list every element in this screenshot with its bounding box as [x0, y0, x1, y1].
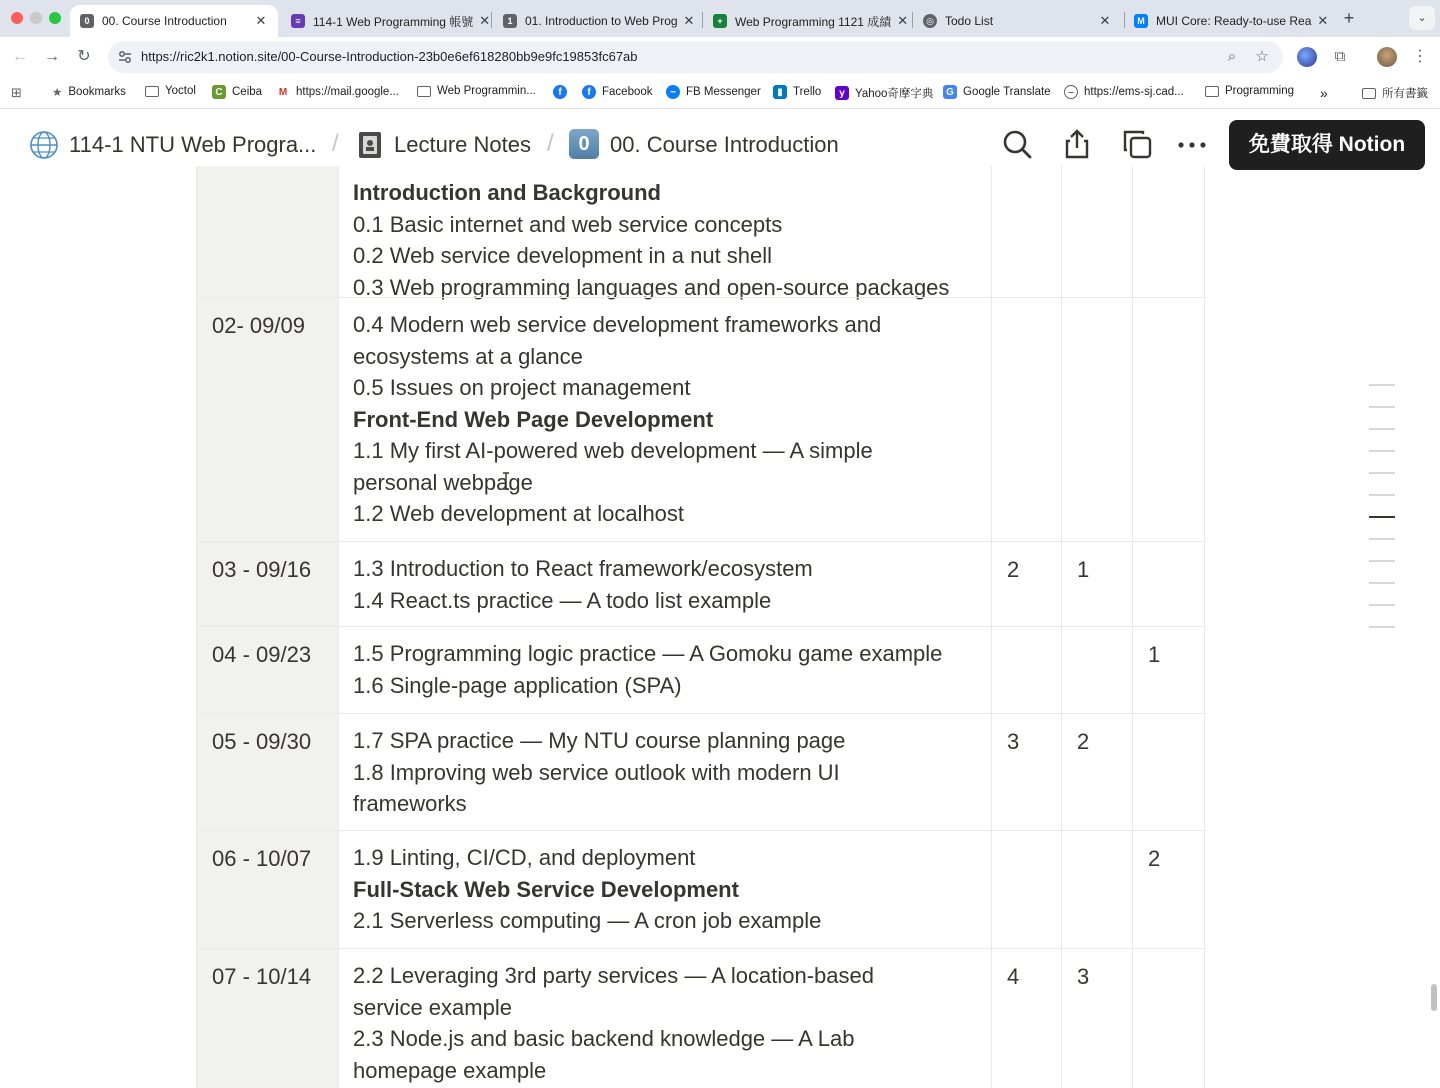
project-cell[interactable]: [1133, 714, 1205, 830]
bookmark-all-bookmarks[interactable]: 所有書籤: [1362, 85, 1428, 101]
breadcrumb-separator: /: [547, 130, 554, 157]
bookmark-google-translate[interactable]: G Google Translate: [943, 85, 1051, 99]
tab-title: 114-1 Web Programming 帳號: [313, 14, 474, 29]
bookmark-programming[interactable]: Programming: [1205, 85, 1294, 97]
toc-marker[interactable]: [1369, 472, 1395, 474]
hw-cell[interactable]: [992, 166, 1062, 297]
page-zero-icon: 0: [569, 129, 599, 159]
browser-tab-grades-sheet[interactable]: [703, 5, 909, 37]
toc-marker[interactable]: [1369, 560, 1395, 562]
week-cell[interactable]: [196, 166, 339, 297]
breadcrumb-lecture-notes[interactable]: Lecture Notes: [394, 132, 531, 157]
bookmark-star-icon[interactable]: ☆: [1255, 48, 1269, 65]
bookmark-bookmarks[interactable]: ★ Bookmarks: [52, 86, 126, 99]
toc-marker[interactable]: [1369, 406, 1395, 408]
facebook-icon: f: [582, 85, 596, 99]
yahoo-icon: y: [835, 86, 849, 100]
table-row: [196, 166, 1205, 300]
cell-number: 1: [1077, 557, 1090, 582]
reload-icon[interactable]: ↻: [77, 48, 91, 65]
browser-tab-account-form[interactable]: [281, 5, 491, 37]
hw-cell[interactable]: [992, 831, 1062, 948]
topic-line: 2.1 Serverless computing — A cron job example: [353, 908, 822, 933]
topic-line: 1.3 Introduction to React framework/ecosystem: [353, 556, 813, 581]
topic-line: 1.4 React.ts practice — A todo list example: [353, 587, 772, 613]
topic-line: personal webpage: [353, 469, 533, 495]
table-row: [196, 713, 1205, 830]
table-row: [196, 948, 1205, 1088]
tab-title: 01. Introduction to Web Prog: [525, 14, 678, 28]
breadcrumb-current-page[interactable]: 00. Course Introduction: [610, 132, 839, 157]
project-cell[interactable]: [1133, 542, 1205, 626]
mui-icon: M: [1134, 14, 1148, 28]
cell-number: 4: [1007, 964, 1020, 989]
week-date: 05 - 09/30: [212, 729, 312, 754]
messenger-icon: ~: [666, 85, 680, 99]
week-date: 03 - 09/16: [212, 557, 312, 582]
hw-due-cell[interactable]: [1062, 949, 1133, 1088]
topic-line: 0.4 Modern web service development frameworks and: [353, 312, 882, 337]
scrollbar-thumb[interactable]: [1431, 984, 1437, 1011]
bookmark-gmail[interactable]: M https://mail.google...: [276, 85, 399, 99]
browser-tab-todo-list[interactable]: [913, 5, 1122, 37]
hw-cell[interactable]: [992, 542, 1062, 626]
zoom-icon[interactable]: ⌕: [1227, 48, 1237, 65]
table-row: [196, 626, 1205, 713]
extension-globe-icon[interactable]: [1297, 47, 1317, 67]
close-tab-icon[interactable]: ✕: [1099, 13, 1111, 28]
notion-page-icon: 1: [503, 14, 517, 28]
folder-icon: [1205, 86, 1219, 97]
more-options-icon[interactable]: [1176, 128, 1208, 160]
topic-line: 1.7 SPA practice — My NTU course planning page: [353, 728, 846, 753]
week-cell[interactable]: [196, 714, 339, 830]
back-icon[interactable]: ←: [12, 48, 28, 65]
toc-marker[interactable]: [1369, 450, 1395, 452]
week-date: 07 - 10/14: [212, 964, 312, 989]
topic-line: homepage example: [353, 1057, 547, 1083]
browser-tab-mui-core[interactable]: [1124, 5, 1333, 37]
bookmark-facebook-icon-only[interactable]: [553, 85, 573, 99]
topic-line: 1.2 Web development at localhost: [353, 501, 685, 526]
browser-toolbar: [0, 37, 1440, 77]
hw-due-cell[interactable]: [1062, 542, 1133, 626]
topic-line: 1.1 My first AI-powered web development — A simple: [353, 438, 873, 463]
close-tab-icon[interactable]: ✕: [683, 13, 695, 28]
extensions-puzzle-icon[interactable]: ⧉: [1334, 48, 1346, 65]
topic-line: service example: [353, 994, 512, 1020]
week-date: 02- 09/09: [212, 313, 305, 338]
forward-icon[interactable]: →: [44, 48, 60, 65]
cell-number: 3: [1007, 729, 1020, 754]
week-cell[interactable]: [196, 831, 339, 948]
close-tab-icon[interactable]: ✕: [479, 13, 491, 28]
profile-avatar[interactable]: [1377, 47, 1397, 67]
apps-grid-icon[interactable]: ⊞: [11, 85, 22, 100]
duplicate-icon[interactable]: [1121, 128, 1153, 160]
hw-due-cell[interactable]: [1062, 831, 1133, 948]
breadcrumb-workspace[interactable]: 114-1 NTU Web Progra...: [69, 132, 317, 157]
toc-marker[interactable]: [1369, 582, 1395, 584]
toc-marker[interactable]: [1369, 626, 1395, 628]
tab-title: 00. Course Introduction: [102, 14, 227, 28]
star-icon: ★: [52, 87, 63, 99]
table-row: [196, 541, 1205, 626]
bookmark-facebook[interactable]: f Facebook: [582, 85, 653, 99]
week-date: 04 - 09/23: [212, 642, 312, 667]
hw-cell[interactable]: [992, 298, 1062, 541]
hw-due-cell[interactable]: [1062, 166, 1133, 297]
address-bar[interactable]: [108, 41, 1283, 73]
topic-line: 1.6 Single-page application (SPA): [353, 672, 682, 698]
folder-icon: [417, 86, 431, 97]
tab-search-button[interactable]: ⌄: [1409, 6, 1435, 30]
browser-tab-strip: [0, 0, 1440, 37]
tab-title: Todo List: [945, 14, 994, 28]
topic-cell[interactable]: [339, 949, 992, 1088]
folder-icon: [145, 86, 159, 97]
cell-number: 3: [1077, 964, 1090, 989]
cell-number: 2: [1077, 729, 1090, 754]
hw-cell[interactable]: [992, 714, 1062, 830]
topic-cell[interactable]: [339, 714, 992, 830]
text-cursor-icon: [502, 472, 510, 490]
facebook-icon: f: [553, 85, 567, 99]
topic-cell[interactable]: [339, 166, 992, 300]
search-icon[interactable]: [1001, 128, 1033, 160]
topic-line: 1.8 Improving web service outlook with modern UI: [353, 759, 840, 785]
toc-marker[interactable]: [1369, 516, 1395, 518]
url-text: https://ric2k1.notion.site/00-Course-Introduction-23b0e6ef618280bb9e9fc19853fc67ab: [141, 49, 638, 64]
week-cell[interactable]: [196, 627, 339, 713]
project-cell[interactable]: [1133, 831, 1205, 948]
close-tab-icon[interactable]: ✕: [255, 13, 267, 28]
topic-cell[interactable]: [339, 627, 992, 713]
topic-cell[interactable]: [339, 542, 992, 626]
week-cell[interactable]: [196, 949, 339, 1088]
bookmark-ems[interactable]: – https://ems-sj.cad...: [1064, 85, 1184, 99]
toc-marker[interactable]: [1369, 604, 1395, 606]
close-window-button[interactable]: [11, 12, 23, 24]
topic-line: ecosystems at a glance: [353, 343, 583, 369]
hw-cell[interactable]: [992, 627, 1062, 713]
topic-line: frameworks: [353, 791, 467, 816]
topic-line: 0.2 Web service development in a nut shell: [353, 243, 773, 268]
topic-line: 1.5 Programming logic practice — A Gomoku game example: [353, 641, 943, 666]
toc-marker[interactable]: [1369, 494, 1395, 496]
breadcrumb-separator: /: [332, 130, 339, 157]
close-tab-icon[interactable]: ✕: [1317, 13, 1329, 28]
project-cell[interactable]: [1133, 949, 1205, 1088]
globe-icon: [29, 130, 59, 160]
globe-icon: –: [1064, 85, 1078, 99]
topic-line: 2.3 Node.js and basic backend knowledge — A Lab: [353, 1026, 855, 1051]
hw-cell[interactable]: [992, 949, 1062, 1088]
get-notion-button[interactable]: 免費取得 Notion: [1229, 120, 1425, 170]
table-row: [196, 297, 1205, 541]
topic-cell[interactable]: [339, 831, 992, 948]
topic-line: 0.1 Basic internet and web service concepts: [353, 211, 783, 237]
share-icon[interactable]: [1061, 128, 1093, 160]
trello-icon: ▮: [773, 85, 787, 99]
section-heading: Full-Stack Web Service Development: [353, 876, 739, 902]
cell-number: 2: [1007, 557, 1020, 582]
cell-number: 1: [1148, 642, 1161, 667]
bookmark-yoctol[interactable]: Yoctol: [145, 85, 196, 97]
browser-tab-course-introduction[interactable]: [70, 5, 278, 37]
hw-due-cell[interactable]: [1062, 627, 1133, 713]
toc-marker[interactable]: [1369, 428, 1395, 430]
toc-marker[interactable]: [1369, 384, 1395, 386]
topic-line: 2.2 Leveraging 3rd party services — A location-based: [353, 963, 874, 988]
topic-line: 0.5 Issues on project management: [353, 375, 691, 400]
project-cell[interactable]: [1133, 627, 1205, 713]
project-cell[interactable]: [1133, 166, 1205, 297]
close-tab-icon[interactable]: ✕: [897, 13, 909, 28]
bookmark-ceiba[interactable]: C Ceiba: [212, 85, 262, 99]
browser-tab-introduction-web[interactable]: [493, 5, 699, 37]
chrome-menu-icon[interactable]: ⋮: [1412, 48, 1428, 65]
bookmark-web-programming[interactable]: Web Programmin...: [417, 85, 536, 97]
table-row: [196, 830, 1205, 948]
more-bookmarks-button[interactable]: »: [1320, 85, 1328, 101]
notebook-icon: [357, 130, 383, 160]
bookmark-fb-messenger[interactable]: ~ FB Messenger: [666, 85, 761, 99]
form-icon: ≡: [291, 14, 305, 28]
gmail-icon: M: [276, 85, 290, 99]
globe-icon: ◎: [923, 14, 937, 28]
tab-title: MUI Core: Ready-to-use Rea: [1156, 14, 1312, 28]
week-date: 06 - 10/07: [212, 846, 312, 871]
hw-due-cell[interactable]: [1062, 714, 1133, 830]
cell-number: 2: [1148, 846, 1161, 871]
translate-icon: G: [943, 85, 957, 99]
new-tab-button[interactable]: +: [1343, 8, 1355, 28]
tab-title: Web Programming 1121 成績: [735, 14, 892, 29]
bookmark-trello[interactable]: ▮ Trello: [773, 85, 821, 99]
topic-cell[interactable]: [339, 298, 992, 541]
topic-line: 1.9 Linting, CI/CD, and deployment: [353, 845, 696, 870]
ceiba-icon: C: [212, 85, 226, 99]
folder-icon: [1362, 88, 1376, 99]
week-cell[interactable]: [196, 542, 339, 626]
toc-marker[interactable]: [1369, 538, 1395, 540]
topic-line: 0.3 Web programming languages and open-source packages: [353, 274, 950, 300]
bookmarks-bar: [0, 77, 1440, 109]
hw-due-cell[interactable]: [1062, 298, 1133, 541]
notion-page-icon: 0: [80, 14, 94, 28]
bookmark-yahoo-dictionary[interactable]: y Yahoo奇摩字典: [835, 85, 933, 101]
sheets-icon: +: [713, 14, 727, 28]
week-cell[interactable]: [196, 298, 339, 541]
section-heading: Front-End Web Page Development: [353, 406, 714, 432]
maximize-window-button[interactable]: [49, 12, 61, 24]
minimize-window-button[interactable]: [30, 12, 42, 24]
project-cell[interactable]: [1133, 298, 1205, 541]
site-info-icon[interactable]: [117, 49, 133, 65]
section-heading: Introduction and Background: [353, 180, 661, 205]
